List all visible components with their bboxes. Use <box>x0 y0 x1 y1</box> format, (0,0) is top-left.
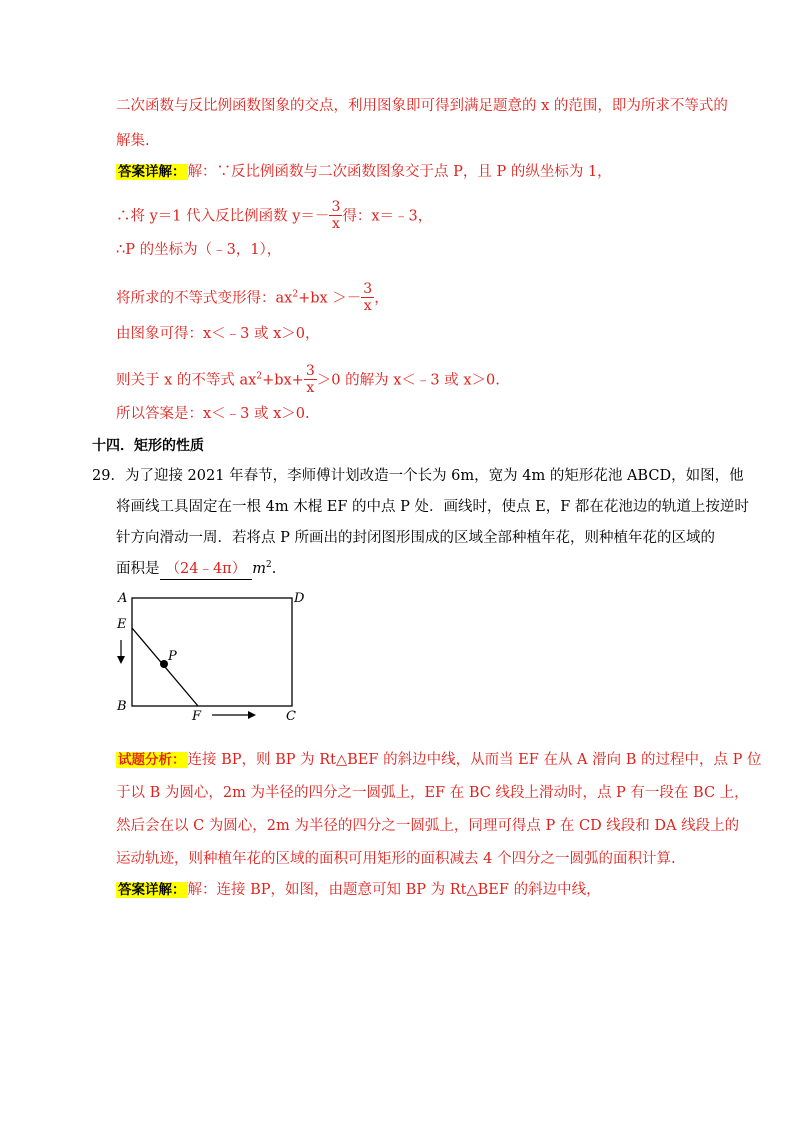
answer-line-5: 由图象可得：x＜﹣3 或 x＞0， <box>116 326 320 342</box>
answer-text-2b: 得：x＝﹣3， <box>342 208 433 225</box>
question-29-text-4c: . <box>271 561 277 577</box>
section-title: 十四．矩形的性质 <box>92 438 204 454</box>
answer-text-1: 解：∵反比例函数与二次函数图象交于点 P，且 P 的纵坐标为 1， <box>187 164 612 180</box>
question-29-line-2: 将画线工具固定在一根 4m 木棍 EF 的中点 P 处．画线时，使点 E，F 都在花池边的轨道上按逆时 <box>116 499 749 515</box>
question-29-text-4a: 面积是 <box>116 561 160 577</box>
answer-line-3: ∴P 的坐标为（﹣3，1）， <box>116 242 282 258</box>
answer-text-6c: ＞0 的解为 x＜﹣3 或 x＞0. <box>316 372 500 389</box>
analysis2-line-4: 运动轨迹，则种植年花的区域的面积可用矩形的面积减去 4 个四分之一圆弧的面积计算. <box>116 851 676 867</box>
rectangle-figure <box>112 588 312 724</box>
question-29-line-4 <box>116 559 276 580</box>
analysis-tag: 试题分析： <box>118 752 186 768</box>
analysis2-line-3: 然后会在以 C 为圆心，2m 为半径的四分之一圆弧上，同理可得点 P 在 CD 线段和 DA 线段上的 <box>116 818 740 834</box>
fraction-3-over-x <box>304 363 317 396</box>
answer-line-2 <box>116 200 432 233</box>
fraction-3-over-x <box>329 199 342 232</box>
label-c: C <box>286 709 296 724</box>
arrow-right-head <box>248 711 256 719</box>
analysis-line-2: 解集. <box>116 133 150 149</box>
answer-text-2a: ∴将 y＝1 代入反比例函数 y＝－ <box>116 208 330 225</box>
label-b: B <box>117 699 127 714</box>
exponent: 2 <box>256 371 263 382</box>
analysis2-text-1: 连接 BP，则 BP 为 Rt△BEF 的斜边中线，从而当 EF 在从 A 滑向 B 的过程中，点 P 位 <box>187 752 762 768</box>
answer-text-4c: ， <box>374 290 389 307</box>
label-a: A <box>118 591 128 606</box>
answer-text-4b: +bx ＞－ <box>298 290 362 307</box>
analysis2-line-1 <box>116 750 761 770</box>
answer2-text-1: 解：连接 BP，如图，由题意可知 BP 为 Rt△BEF 的斜边中线， <box>187 882 601 898</box>
label-d: D <box>294 591 305 606</box>
answer2-line-1 <box>116 880 601 900</box>
answer-line-4 <box>116 282 389 315</box>
fraction-numerator: 3 <box>363 281 373 297</box>
label-e: E <box>117 617 127 632</box>
point-p <box>160 660 168 668</box>
fraction-numerator: 3 <box>331 199 341 215</box>
analysis2-line-2: 于以 B 为圆心，2m 为半径的四分之一圆弧上，EF 在 BC 线段上滑动时，点 P 有一段在 BC 上， <box>116 785 749 801</box>
answer-line-1 <box>116 162 612 182</box>
label-f: F <box>192 709 202 724</box>
unit-m: m <box>252 561 266 577</box>
answer-text-6b: +bx+ <box>262 372 304 389</box>
answer-line-6 <box>116 364 500 397</box>
answer-blank: （24﹣4π） <box>160 559 253 580</box>
arrow-down-head <box>117 656 125 664</box>
fraction-denominator: x <box>306 380 315 396</box>
exponent: 2 <box>292 289 299 300</box>
label-p: P <box>168 649 177 664</box>
rectangle-abcd <box>132 598 292 706</box>
question-29-line-3: 针方向滑动一周．若将点 P 所画出的封闭图形围成的区域全部种植年花，则种植年花的区域的 <box>116 530 715 546</box>
fraction-3-over-x <box>361 281 374 314</box>
question-29-line-1: 29．为了迎接 2021 年春节，李师傅计划改造一个长为 6m，宽为 4m 的矩形花池 ABCD，如图，他 <box>92 468 744 484</box>
answer-detail-tag: 答案详解： <box>118 164 186 180</box>
answer-detail-tag: 答案详解： <box>118 882 186 898</box>
answer-text-4a: 将所求的不等式变形得：ax <box>116 290 293 307</box>
fraction-denominator: x <box>363 298 372 314</box>
answer-line-7: 所以答案是：x＜﹣3 或 x＞0. <box>116 406 310 422</box>
unit-exponent: 2 <box>265 560 272 571</box>
answer-text-6a: 则关于 x 的不等式 ax <box>116 372 257 389</box>
fraction-numerator: 3 <box>305 363 315 379</box>
fraction-denominator: x <box>331 216 340 232</box>
analysis-line-1: 二次函数与反比例函数图象的交点，利用图象即可得到满足题意的 x 的范围，即为所求不等式的 <box>116 98 728 114</box>
